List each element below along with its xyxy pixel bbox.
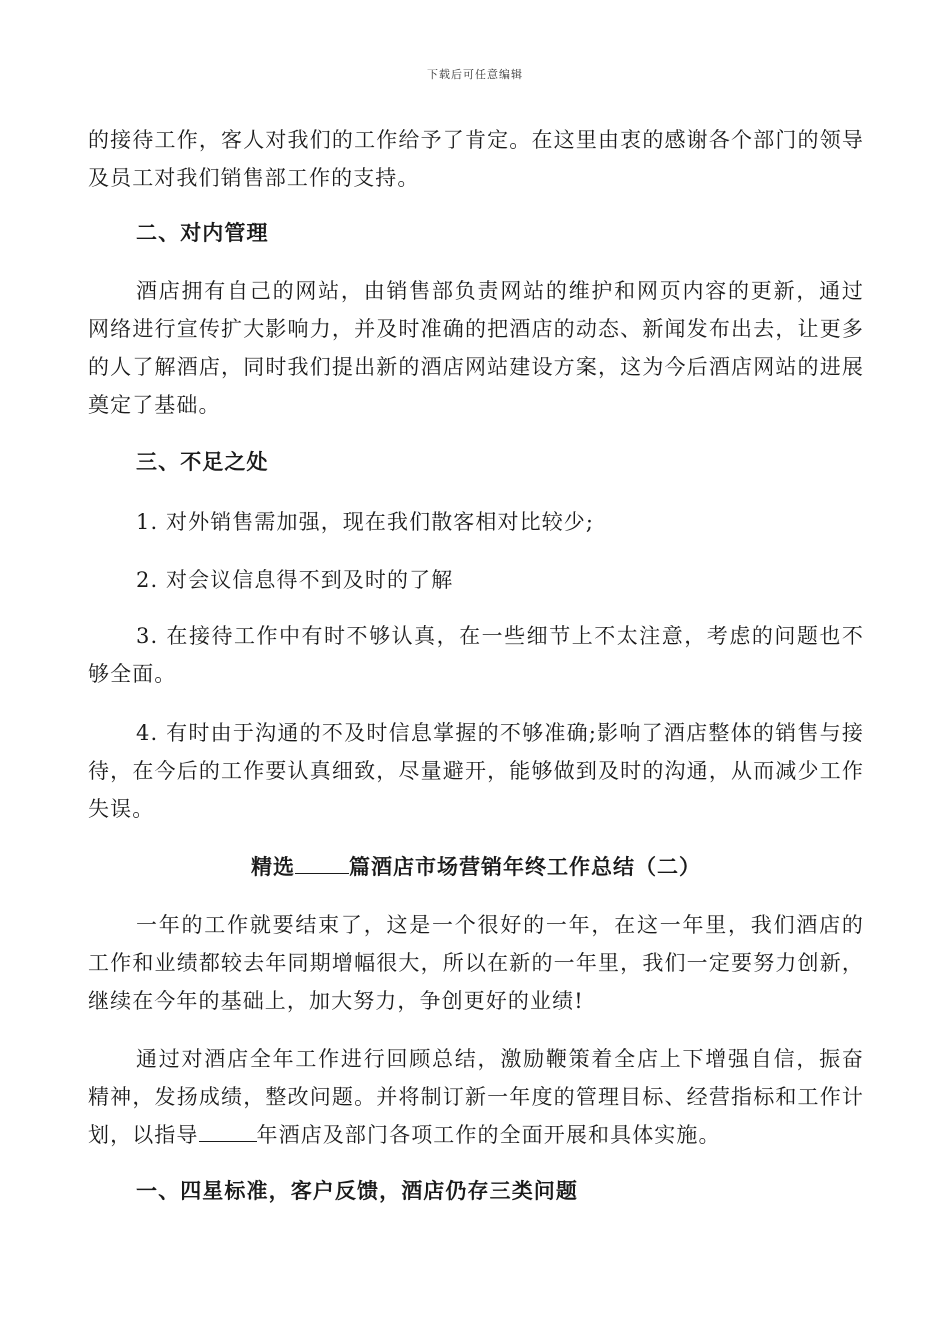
list-item-2: 2. 对会议信息得不到及时的了解 [136,568,454,592]
title-blank-line [295,851,349,874]
summary-text-prefix: 通过对酒店全年工作进行回顾总结，激励鞭策着全店上下增强自信，振奋精神，发扬成绩，整改问题。并将制订新一年度的管理目标、经营指标和工作计划，以指导 [88,1047,864,1147]
title-prefix: 精选 [251,854,295,879]
section-heading-shortcomings: 三、不足之处 [136,449,269,474]
list-item-4: 4. 有时由于沟通的不及时信息掌握的不够准确;影响了酒店整体的销售与接待，在今后的工作要认真细致，尽量避开，能够做到及时的沟通，从而减少工作失误。 [88,721,864,821]
summary-text-suffix: 年酒店及部门各项工作的全面开展和具体实施。 [256,1123,721,1147]
title-suffix: 篇酒店市场营销年终工作总结（二） [349,854,701,879]
section-heading-internal-management: 二、对内管理 [136,220,269,245]
paragraph-summary [88,1040,864,1154]
list-item-3: 3. 在接待工作中有时不够认真，在一些细节上不太注意，考虑的问题也不够全面。 [88,624,864,686]
page-header: 下载后可任意编辑 [427,68,523,81]
list-item-1: 1. 对外销售需加强，现在我们散客相对比较少; [136,510,595,534]
paragraph-year-review: 一年的工作就要结束了，这是一个很好的一年，在这一年里，我们酒店的工作和业绩都较去年同期增幅很大，所以在新的一年里，我们一定要努力创新，继续在今年的基础上，加大努力，争创更好的业绩! [88,913,864,1013]
year-blank-line [199,1119,257,1142]
document-title [88,848,864,886]
paragraph-website: 酒店拥有自己的网站，由销售部负责网站的维护和网页内容的更新，通过网络进行宣传扩大影响力，并及时准确的把酒店的动态、新闻发布出去，让更多的人了解酒店，同时我们提出新的酒店网站建设方案，这为今后酒店网站的进展奠定了基础。 [88,279,864,417]
paragraph-reception-thanks: 的接待工作，客人对我们的工作给予了肯定。在这里由衷的感谢各个部门的领导及员工对我们销售部工作的支持。 [88,128,864,190]
section-heading-four-star: 一、四星标准，客户反馈，酒店仍存三类问题 [136,1178,578,1203]
